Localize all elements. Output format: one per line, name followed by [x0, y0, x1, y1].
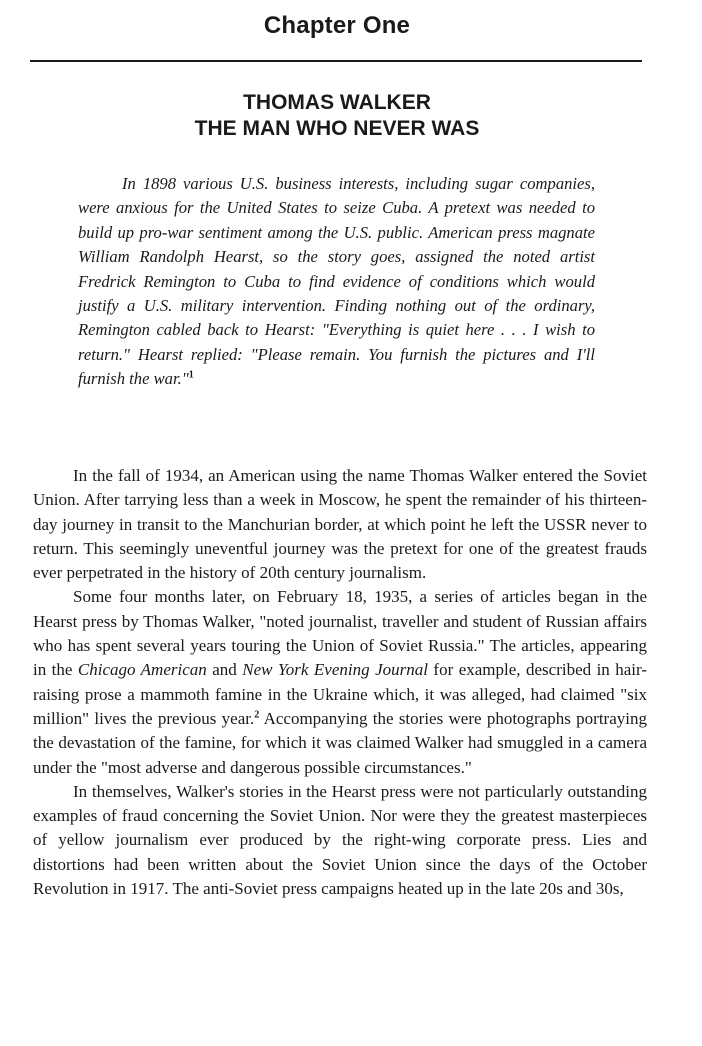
paragraph-2-text-a: Some four months later, on February 18, 1935, a series of articles began in the Hearst press by Thomas Walker, "noted journalist, traveller and student of Russian affairs who has spent several years touring the Union of Soviet Russia." The articles, appearing in the — [33, 587, 647, 680]
header-rule — [30, 60, 642, 62]
paragraph-2 — [33, 585, 647, 779]
epigraph — [78, 172, 595, 392]
paragraph-1: In the fall of 1934, an American using the name Thomas Walker entered the Soviet Union. After tarrying less than a week in Moscow, he spent the remainder of his thirteen-day journey in transit to the Manchurian border, at which point he left the USSR never to return. This seemingly uneventful journey was the pretext for one of the greatest frauds ever perpetrated in the history of 20th century journalism. — [33, 466, 647, 583]
chapter-title-line-2: THE MAN WHO NEVER WAS — [194, 117, 480, 140]
epigraph-text: In 1898 various U.S. business interests, including sugar companies, were anxious for the United States to seize Cuba. A pretext was needed to build up pro-war sentiment among the U.S. public. American press magnate William Randolph Hearst, so the story goes, assigned the noted artist Fredrick Remington to Cuba to find evidence of conditions which would justify a U.S. military intervention. Finding nothing out of the ordinary, Remington cabled back to Hearst: "Everything is quiet here . . . I wish to return." Hearst replied: "Please remain. You furnish the pictures and I'll furnish the war." — [78, 174, 595, 389]
publication-chicago-american: Chicago American — [77, 660, 207, 680]
paragraph-2-text-b: for example, described in hair-raising prose a mammoth famine in the Ukraine which, it was alleged, had claimed "six million" lives the previous year. — [33, 660, 648, 728]
paragraph-2-footnote-marker: 2 — [254, 709, 260, 721]
paragraph-2-and: and — [206, 660, 243, 680]
chapter-title-line-1: THOMAS WALKER — [243, 91, 431, 114]
publication-new-york-evening-journal: New York Evening Journal — [242, 660, 428, 680]
chapter-heading: Chapter One — [263, 12, 411, 39]
epigraph-footnote-marker: 1 — [188, 369, 194, 381]
chapter-title — [0, 90, 674, 142]
paragraph-2-text-c: Accompanying the stories were photographs portraying the devastation of the famine, for which it was claimed Walker had smuggled in a camera under the "most adverse and dangerous possible circumstances." — [33, 708, 647, 777]
body-text — [33, 464, 647, 901]
paragraph-3: In themselves, Walker's stories in the Hearst press were not particularly outstanding examples of fraud concerning the Soviet Union. Nor were they the greatest masterpieces of yellow journalism ever produced by the right-wing corporate press. Lies and distortions had been written about the Soviet Union since the days of the October Revolution in 1917. The anti-Soviet press campaigns heated up in the late 20s and 30s, — [33, 781, 647, 899]
